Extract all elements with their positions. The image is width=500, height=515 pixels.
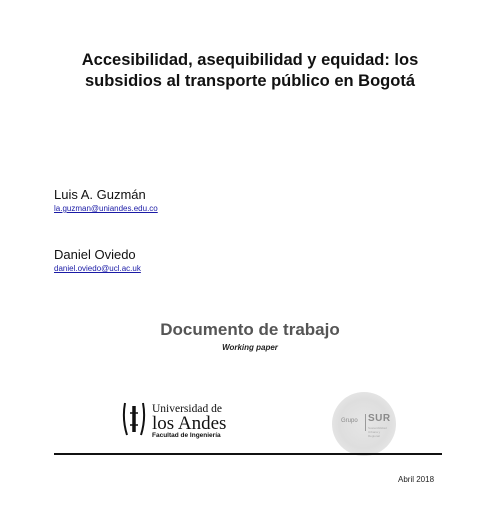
uniandes-logo <box>121 399 251 445</box>
grupo-sur-name: SUR <box>368 413 391 424</box>
document-type-subtitle: Working paper <box>222 343 278 352</box>
paper-title-line-1: Accesibilidad, asequibilidad y equidad: los <box>81 51 419 69</box>
grupo-sur-divider <box>365 414 366 431</box>
uniandes-logo-line-2: los Andes <box>152 413 227 434</box>
uniandes-logo-line-1: Universidad de <box>152 403 222 415</box>
uniandes-logo-line-3: Facultad de Ingeniería <box>152 432 221 439</box>
uniandes-emblem-icon <box>121 401 147 437</box>
author-2-email-link[interactable]: daniel.oviedo@ucl.ac.uk <box>54 264 141 273</box>
grupo-sur-tagline: Sostenibilidad Urbana y Regional <box>368 426 387 438</box>
author-1 <box>54 187 158 214</box>
author-2-name: Daniel Oviedo <box>54 247 136 262</box>
document-type-title: Documento de trabajo <box>160 320 340 339</box>
grupo-sur-word: Grupo <box>341 418 358 424</box>
author-1-email-link[interactable]: la.guzman@uniandes.edu.co <box>54 204 158 213</box>
paper-title-line-2: subsidios al transporte público en Bogotá <box>84 72 416 90</box>
footer-divider <box>54 453 442 455</box>
author-2 <box>54 247 141 274</box>
grupo-sur-logo <box>332 392 396 456</box>
publication-date: Abril 2018 <box>398 475 435 484</box>
author-1-name: Luis A. Guzmán <box>54 187 146 202</box>
paper-title <box>30 50 470 92</box>
